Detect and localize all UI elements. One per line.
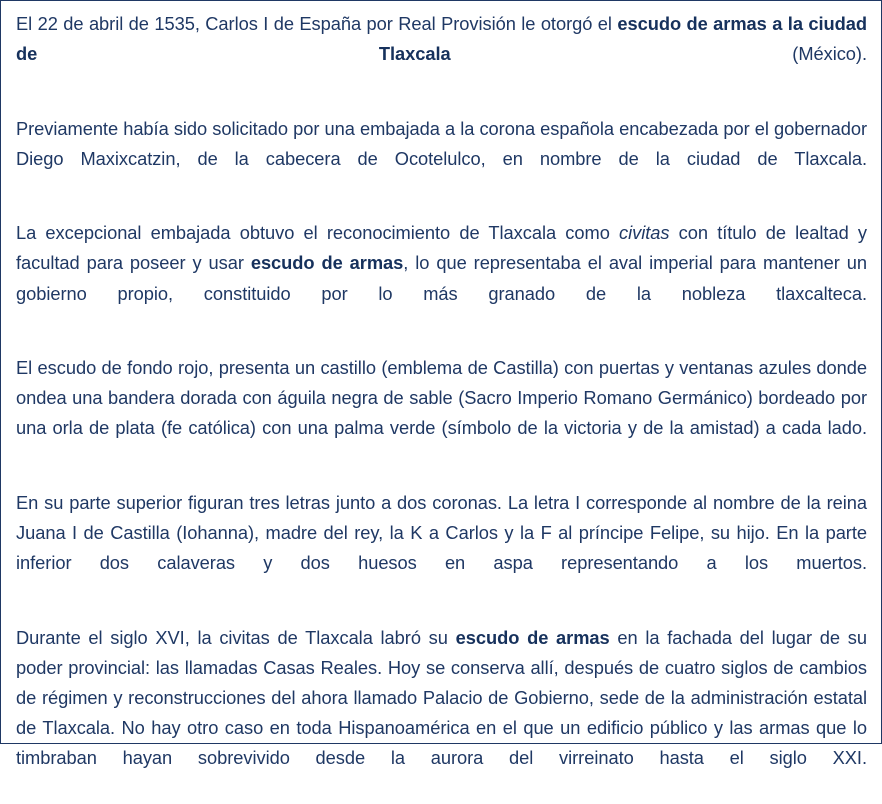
paragraph-3 [16,218,867,339]
text-run: El escudo de fondo rojo, presenta un castillo (emblema de Castilla) con puertas y ventanas azules donde ondea una bandera dorada con águila negra de sable (Sacro Imperio Romano Germánico) bordeado por una orla de plata (fe católica) con una palma verde (símbolo de la victoria y de la amistad) a cada lado. [16,357,867,439]
paragraph-5 [16,488,867,609]
paragraph-4 [16,353,867,474]
paragraph-2 [16,114,867,205]
text-run: En su parte superior figuran tres letras junto a dos coronas. La letra I corresponde al nombre de la reina Juana I de Castilla (Iohanna), madre del rey, la K a Carlos y la F al príncipe Felipe, su hijo. En la parte inferior dos calaveras y dos huesos en aspa representando a los muertos. [16,491,867,574]
text-run: Durante el siglo XVI, la civitas de Tlaxcala labró su [16,626,456,648]
text-run: Previamente había sido solicitado por una embajada a la corona española encabezada por el gobernador Diego Maxixcatzin, de la cabecera de Ocotelulco, en nombre de la ciudad de Tlaxcala. [16,117,867,169]
bold-text-run: escudo de armas [250,252,404,274]
paragraph-6 [16,623,867,804]
paragraph-1 [16,9,867,100]
text-run: (México). [450,43,867,65]
bold-text-run: escudo de armas [455,626,610,648]
bold-text-run: escudo de armas a la ciudad de Tlaxcala [16,13,867,65]
italic-text-run: civitas [619,222,670,244]
text-run: , lo que representaba el aval imperial para mantener un gobierno propio, constituido por lo más granado de la nobleza tlaxcalteca. [16,252,868,304]
text-run: en la fachada del lugar de su poder provincial: las llamadas Casas Reales. Hoy se conserva allí, después de cuatro siglos de cambios de régimen y reconstrucciones del ahora llamado Palacio de Gobierno, sede de la administración estatal de Tlaxcala. No hay otro caso en toda Hispanoamérica en el que un edificio público y las armas que lo timbraban hayan sobrevivido desde la aurora del virreinato hasta el siglo XXI. [16,626,867,769]
text-run: La excepcional embajada obtuvo el reconocimiento de Tlaxcala como [16,222,620,244]
text-run: El 22 de abril de 1535, Carlos I de España por Real Provisión le otorgó el [16,13,618,34]
text-run: con título de lealtad y facultad para poseer y usar [16,222,867,274]
